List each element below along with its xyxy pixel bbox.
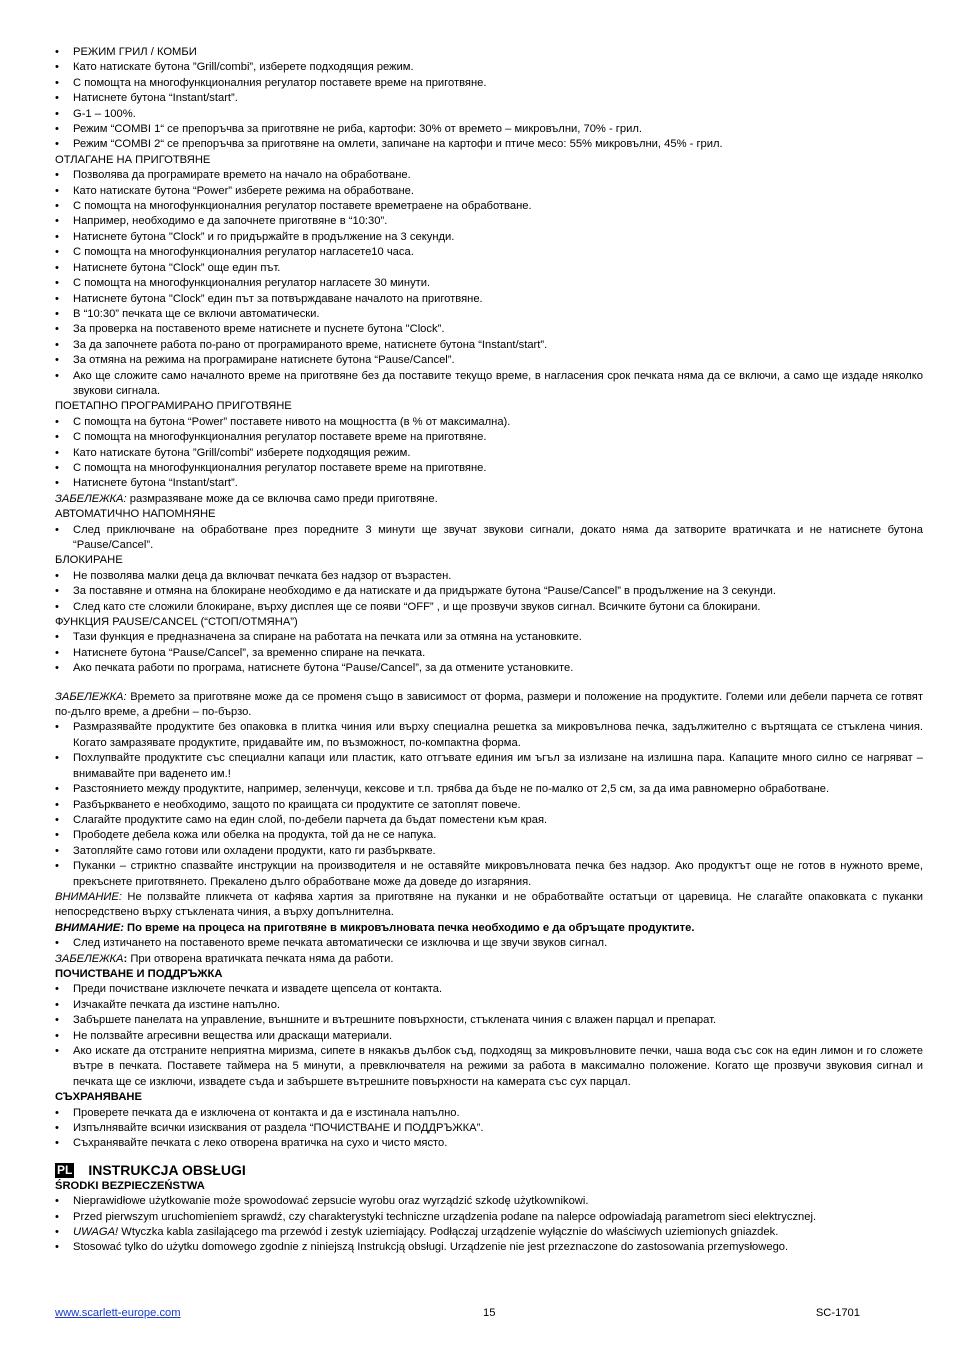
tips-list-2	[55, 936, 923, 951]
note-label: ЗАБЕЛЕЖКА:	[55, 492, 127, 505]
bullet-item: • С помощта на многофункционалния регулатор поставете време на приготвяне.	[55, 461, 923, 476]
bullet-item: • Пуканки – стриктно спазвайте инструкции на производителя и не оставяйте микровълновата печка без надзор. Ако продуктът още не готов в нужното време, прекъснете приготвянето. Прекалено дълго обработване може да доведе до изгаряния.	[55, 859, 923, 890]
pause-heading: ФУНКЦИЯ PAUSE/CANCEL (“СТОП/ОТМЯНА”)	[55, 616, 298, 629]
warning-text: По време на процеса на приготвяне в микровълновата печка необходимо е да обръщате продуктите.	[123, 921, 695, 934]
pl-title: INSTRUKCJA OBSŁUGI	[88, 1161, 246, 1178]
page-number: 15	[483, 1307, 496, 1319]
bullet-item: • Разстоянието между продуктите, например, зеленчуци, кексове и т.п. трябва да бъде не по-малко от 2,5 см, за да има равномерно обработване.	[55, 782, 923, 797]
bullet-item: • Изчакайте печката да изстине напълно.	[55, 998, 923, 1013]
note-text: Времето за приготвяне може да се променя също в зависимост от форма, размери и положение на продуктите. Големи или дебели парчета се готвят по-дълго време, а дребни – по-бързо.	[55, 690, 923, 719]
bullet-item: • Забършете панелата на управление, външните и вътрешните повърхности, стъклената чиния с влажен парцал и препарат.	[55, 1013, 923, 1028]
remind-list	[55, 523, 923, 554]
pl-item	[55, 1225, 923, 1240]
bullet-item: • Ако печката работи по програма, натиснете бутона “Pause/Cancel”, за да отмените установките.	[55, 661, 923, 676]
bullet-item: • Натиснете бутона “Instant/start”.	[55, 476, 923, 491]
bullet-item: • Изпълнявайте всички изисквания от раздела “ПОЧИСТВАНЕ И ПОДДРЪЖКА”.	[55, 1121, 923, 1136]
note-label: ЗАБЕЛЕЖКА:	[55, 690, 127, 703]
bullet-item: • В “10:30” печката ще се включи автоматически.	[55, 307, 923, 322]
bullet-item: • Разбъркването е необходимо, защото по краищата си продуктите се затоплят повече.	[55, 798, 923, 813]
lock-list	[55, 569, 923, 615]
bullet-item: • Например, необходимо е да започнете приготвяне в “10:30”.	[55, 214, 923, 229]
door-note	[55, 952, 923, 967]
warning-label: ВНИМАНИЕ:	[55, 890, 122, 903]
note-text: При отворена вратичката печката няма да работи.	[127, 952, 394, 965]
bullet-item: • Позволява да програмирате времето на начало на обработване.	[55, 168, 923, 183]
bullet-item: • За да започнете работа по-рано от програмираното време, натиснете бутона “Instant/start”.	[55, 338, 923, 353]
grill-heading: • РЕЖИМ ГРИЛ / КОМБИ	[55, 45, 923, 60]
bullet-item: • След приключване на обработване през поредните 3 минути ще звучат звукови сигнали, докато няма да затворите вратичката и не натиснете бутона “Pause/Cancel”.	[55, 523, 923, 554]
remind-heading: АВТОМАТИЧНО НАПОМНЯНЕ	[55, 508, 216, 521]
clean-list	[55, 982, 923, 1090]
bullet-item: • Проверете печката да е изключена от контакта и да е изстинала напълно.	[55, 1106, 923, 1121]
warning-2	[55, 921, 923, 936]
store-heading: СЪХРАНЯВАНЕ	[55, 1091, 142, 1104]
bullet-item: • Като натискате бутона ”Grill/combi” изберете подходящия режим.	[55, 446, 923, 461]
note-colon: :	[123, 952, 128, 965]
bullet-item: • Натиснете бутона “Pause/Cancel”, за временно спиране на печката.	[55, 646, 923, 661]
bullet-item: • Преди почистване изключете печката и извадете щепсела от контакта.	[55, 982, 923, 997]
delay-list	[55, 168, 923, 399]
bullet-item: • Не ползвайте агресивни вещества или драскащи материали.	[55, 1029, 923, 1044]
bullet-item: • Натиснете бутона “Instant/start”.	[55, 91, 923, 106]
bullet-item: • За поставяне и отмяна на блокиране необходимо е да натискате и да придържате бутона “Pause/Cancel” в продължение на 3 секунди.	[55, 584, 923, 599]
bullet-item: • Слагайте продуктите само на един слой, по-дебели парчета да бъдат поместени към края.	[55, 813, 923, 828]
pl-item: • Nieprawidłowe użytkowanie może spowodować zepsucie wyrobu oraz wyrządzić szkodę użytkownikowi.	[55, 1194, 923, 1209]
pl-section-header	[55, 1162, 923, 1179]
bullet-item: • Похлупвайте продуктите със специални капаци или пластик, като отгъвате единия им ъгъл за излизане на излишна пара. Капаците много силно се нагряват – внимавайте при ваденето им.!	[55, 751, 923, 782]
stage-list	[55, 415, 923, 492]
language-badge: PL	[57, 1162, 73, 1177]
bullet-item: • Съхранявайте печката с леко отворена вратичка на сухо и чисто място.	[55, 1136, 923, 1151]
warning-text: Не ползвайте пликчета от кафява хартия за приготвяне на пуканки и не обработвайте остатъци от царевица. Не слагайте опаковката с пуканки непосредствено върху стъклената чиния, а върху допълнителна.	[55, 890, 923, 919]
lock-heading: БЛОКИРАНЕ	[55, 554, 123, 567]
warning-label: ВНИМАНИЕ:	[55, 921, 124, 934]
store-list	[55, 1106, 923, 1152]
bullet-item: • Прободете дебела кожа или обелка на продукта, той да не се напука.	[55, 828, 923, 843]
stage-heading: ПОЕТАПНО ПРОГРАМИРАНО ПРИГОТВЯНЕ	[55, 400, 292, 413]
bullet-item: • След изтичането на поставеното време печката автоматически се изключва и ще звучи звуков сигнал.	[55, 936, 923, 951]
bullet-item: • С помощта на многофункционалния регулатор нагласете 30 минути.	[55, 276, 923, 291]
pl-item: • Przed pierwszym uruchomieniem sprawdź, czy charakterystyki techniczne urządzenia podane na nalepce odpowiadają parametrom sieci elektrycznej.	[55, 1210, 923, 1225]
bullet-item: • Ако искате да отстраните неприятна миризма, сипете в някакъв дълбок съд, подходящ за микровълновите печки, чаша вода със сок на един лимон и го сложете вътре в печката. Поставете таймера на 5 минути, а превключвателя на режими за работа в максимално положение. Когато ще прозвучи звуковия сигнал и печката ще се изключи, извадете съда и забършете вътрешните повърхности на камерата със сух парцал.	[55, 1044, 923, 1090]
stage-note	[55, 492, 923, 507]
note-text: размразяване може да се включва само преди приготвяне.	[126, 492, 438, 505]
bullet-item: • Като натискате бутона ”Grill/combi”, изберете подходящия режим.	[55, 60, 923, 75]
bullet-item: • С помощта на многофункционалния регулатор поставете време на приготвяне.	[55, 430, 923, 445]
clean-heading: ПОЧИСТВАНЕ И ПОДДРЪЖКА	[55, 967, 223, 980]
bullet-item: • С помощта на многофункционалния регулатор поставете време на приготвяне.	[55, 76, 923, 91]
model-number: SC-1701	[815, 1307, 860, 1319]
bullet-item: • Не позволява малки деца да включват печката без надзор от възрастен.	[55, 569, 923, 584]
bullet-item: • С помощта на бутона “Power” поставете нивото на мощността (в % от максимална).	[55, 415, 923, 430]
bullet-item: • С помощта на многофункционалния регулатор поставете времетраене на обработване.	[55, 199, 923, 214]
bullet-item: • Режим “COMBI 1“ се препоръчва за приготвяне не риба, картофи: 30% от времето – микровълни, 70% - грил.	[55, 122, 923, 137]
bullet-item: • Натиснете бутона "Clock” и го придържайте в продължение на 3 секунди.	[55, 230, 923, 245]
pl-item: • Stosować tylko do użytku domowego zgodnie z niniejszą Instrukcją obsługi. Urządzenie nie jest przeznaczone do zastosowania przemysłowego.	[55, 1240, 923, 1255]
document-page	[55, 45, 923, 1256]
bullet-item: • За отмяна на режима на програмиране натиснете бутона “Pause/Cancel”.	[55, 353, 923, 368]
website-link[interactable]: www.scarlett-europe.com	[55, 1307, 181, 1319]
delay-heading: ОТЛАГАНЕ НА ПРИГОТВЯНЕ	[55, 153, 211, 166]
uwaga-text: Wtyczka kabla zasilającego ma przewód i zestyk uziemiający. Podłączaj urządzenie wyłącznie do właściwych uziemionych gniazdek.	[118, 1226, 779, 1239]
bullet-item: • Като натискате бутона “Power” изберете режима на обработване.	[55, 184, 923, 199]
bullet-item: • Режим “COMBI 2“ се препоръчва за приготвяне на омлети, запичане на картофи и птиче месо: 55% микровълни, 45% - грил.	[55, 137, 923, 152]
bullet-item: • С помощта на многофункционалния регулатор нагласете10 часа.	[55, 245, 923, 260]
pause-list	[55, 630, 923, 676]
bullet-item: • Натиснете бутона "Clock” още един път.	[55, 261, 923, 276]
bullet-item: • След като сте сложили блокиране, върху дисплея ще се появи “OFF” , и ще прозвучи звуков сигнал. Всичките бутони са блокирани.	[55, 600, 923, 615]
bullet-item: • Размразявайте продуктите без опаковка в плитка чиния или върху специална решетка за микровълнова печка, задължително с въртящата се стъклена чиния. Когато замразявате продуктите, придавайте им, по възможност, по-компактна форма.	[55, 720, 923, 751]
bullet-item: • Ако ще сложите само началното време на приготвяне без да поставите текущо време, в нагласения срок печката няма да се включи, а само ще издаде няколко звукови сигнала.	[55, 369, 923, 400]
bullet-item: • G-1 – 100%.	[55, 107, 923, 122]
tips-note	[55, 690, 923, 721]
pl-subheading: ŚRODKI BEZPIECZEŃSTWA	[55, 1179, 205, 1192]
bullet-item: • За проверка на поставеното време натиснете и пуснете бутона "Clock”.	[55, 322, 923, 337]
bullet-item: • Натиснете бутона "Clock” един път за потвърждаване началото на приготвяне.	[55, 292, 923, 307]
bullet-item: • Затопляйте само готови или охладени продукти, като ги разбърквате.	[55, 844, 923, 859]
bullet-item: • Тази функция е предназначена за спиране на работата на печката или за отмяна на установките.	[55, 630, 923, 645]
uwaga-label: UWAGA!	[73, 1226, 119, 1239]
warning-1	[55, 890, 923, 921]
note-label: ЗАБЕЛЕЖКА	[55, 952, 124, 965]
grill-list	[55, 60, 923, 152]
tips-list	[55, 720, 923, 889]
